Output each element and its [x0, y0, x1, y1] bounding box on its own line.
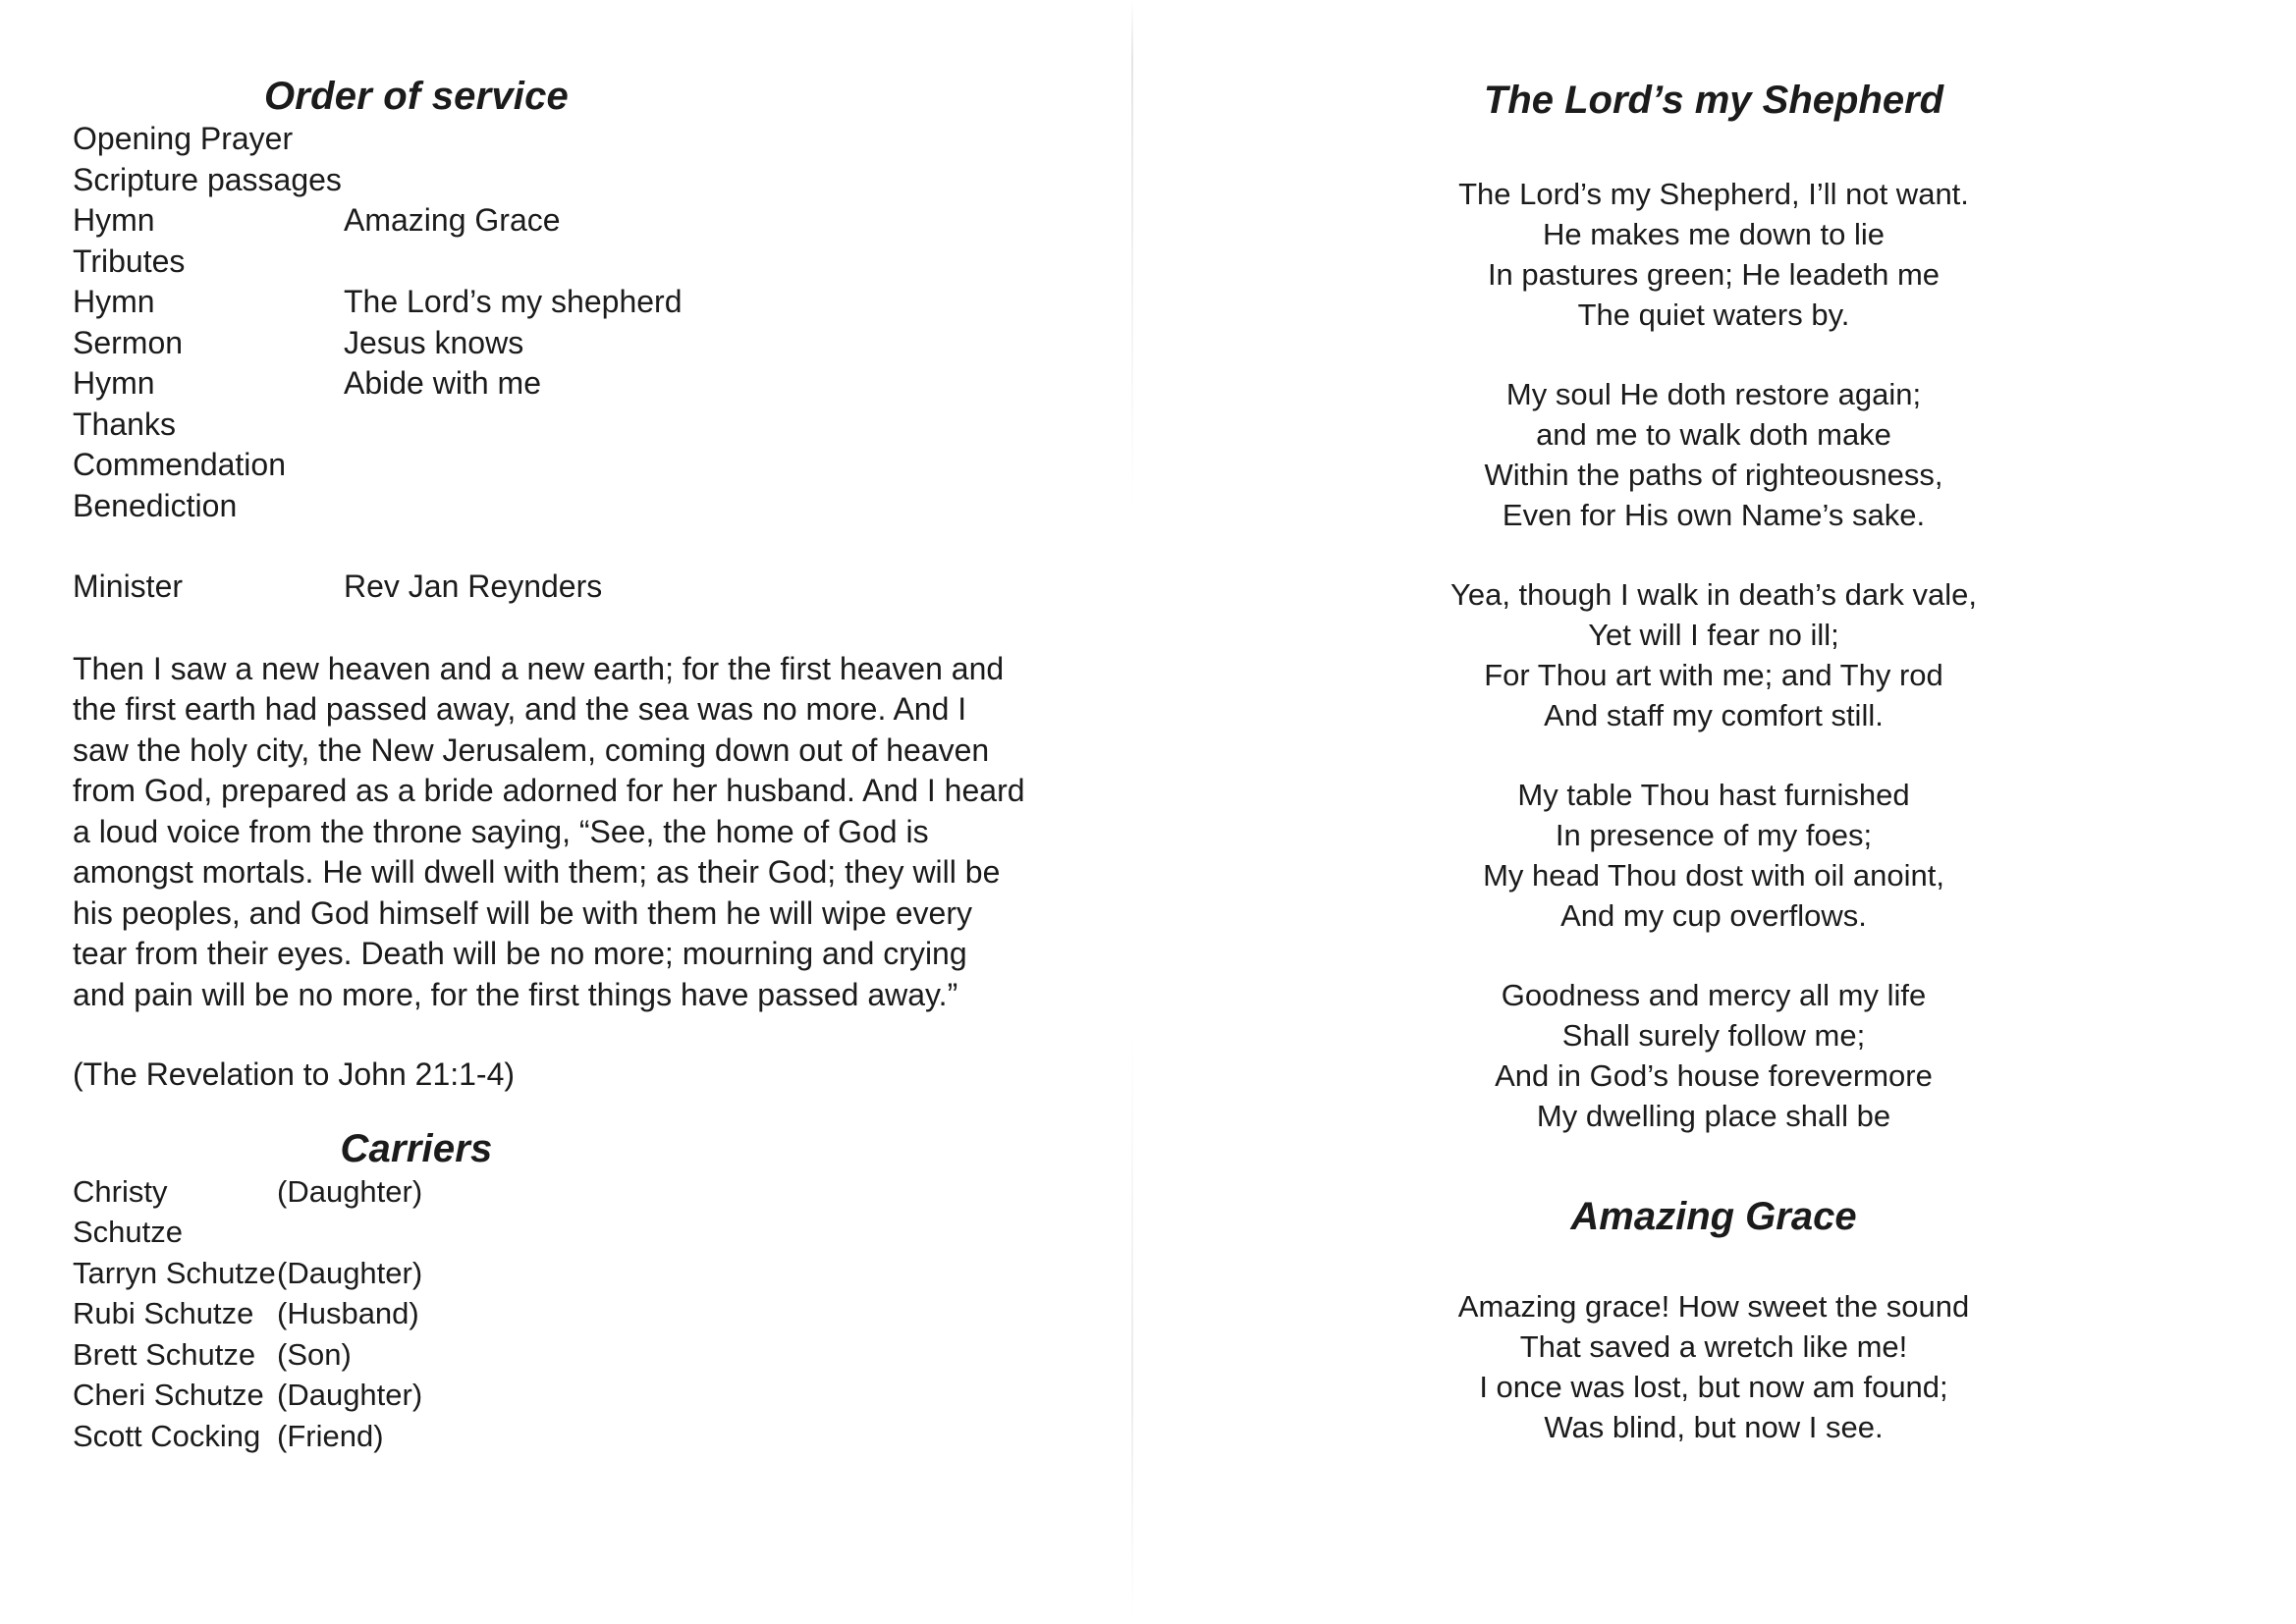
- order-item-label: Benediction: [73, 487, 238, 523]
- hymn-verse: [1131, 374, 2296, 535]
- order-item-value: [344, 160, 1055, 201]
- carrier-row: [73, 1334, 1055, 1376]
- carrier-name: Scott Cocking: [73, 1418, 261, 1453]
- hymn-line: He makes me down to lie: [1542, 217, 1886, 251]
- hymn-line: My soul He doth restore again;: [1505, 377, 1922, 411]
- hymn-verse: [1131, 975, 2296, 1136]
- minister-row: [73, 567, 1055, 608]
- spacer: [73, 526, 1055, 567]
- hymn-line: Even for His own Name’s sake.: [1502, 498, 1926, 532]
- order-item: [73, 160, 1055, 201]
- hymn-line: Yet will I fear no ill;: [1588, 618, 1839, 652]
- hymn-line: The Lord’s my Shepherd, I’ll not want.: [1458, 177, 1969, 211]
- hymn-line: That saved a wretch like me!: [1519, 1329, 1908, 1364]
- carrier-relation: (Daughter): [277, 1255, 423, 1290]
- order-of-service-heading: Order of service: [263, 75, 570, 118]
- carrier-row: [73, 1253, 1055, 1294]
- order-item-value: [344, 445, 1055, 486]
- order-item-label: Hymn: [73, 202, 155, 238]
- hymn-line: And my cup overflows.: [1560, 898, 1867, 933]
- hymn-line: My dwelling place shall be: [1536, 1099, 1891, 1133]
- order-item-label: Thanks: [73, 406, 176, 442]
- order-item-label: Tributes: [73, 243, 186, 279]
- carrier-name: Rubi Schutze: [73, 1296, 254, 1330]
- carrier-name: Christy Schutze: [73, 1173, 184, 1249]
- hymn-verse: [1131, 775, 2296, 936]
- order-item: [73, 119, 1055, 160]
- hymn-line: In pastures green; He leadeth me: [1487, 257, 1941, 292]
- carrier-row: [73, 1375, 1055, 1416]
- order-item-value: [344, 242, 1055, 283]
- hymn-line: For Thou art with me; and Thy rod: [1484, 658, 1943, 692]
- order-item-value: Amazing Grace: [344, 202, 561, 238]
- order-item: [73, 200, 1055, 242]
- scripture-reading-text: Then I saw a new heaven and a new earth; for the first heaven and the first earth had passed away, and the sea was no more. And I saw the holy city, the New Jerusalem, coming down out of heaven from God, prepared as a bride adorned for her husband. And I heard a loud voice from the throne saying, “See, the home of God is amongst mortals. He will dwell with them; as their God; they will be his peoples, and God himself will be with them he will wipe every tear from their eyes. Death will be no more; mourning and crying and pain will be no more, for the first things have passed away.”: [73, 650, 1025, 1012]
- carrier-name: Brett Schutze: [73, 1336, 256, 1372]
- hymn-line: Was blind, but now I see.: [1544, 1410, 1884, 1444]
- carrier-relation: (Daughter): [277, 1173, 423, 1209]
- hymn-line: And in God’s house forevermore: [1495, 1058, 1933, 1093]
- hymn-amazing-grace-heading: Amazing Grace: [1570, 1195, 1857, 1238]
- carrier-row: [73, 1293, 1055, 1334]
- order-item: [73, 405, 1055, 446]
- order-item-label: Sermon: [73, 324, 184, 360]
- order-item-label: Commendation: [73, 447, 286, 482]
- order-item-label: Hymn: [73, 365, 155, 401]
- order-item-value: The Lord’s my shepherd: [344, 284, 683, 319]
- minister-label: Minister: [73, 568, 184, 604]
- order-item: [73, 282, 1055, 323]
- order-item-value: Abide with me: [344, 365, 541, 401]
- minister-name: Rev Jan Reynders: [344, 568, 603, 604]
- hymn-line: and me to walk doth make: [1536, 417, 1891, 452]
- hymn-line: In presence of my foes;: [1555, 818, 1873, 852]
- order-item-value: Jesus knows: [344, 324, 524, 360]
- hymn-verse: [1131, 574, 2296, 735]
- carrier-name: Cheri Schutze: [73, 1378, 264, 1412]
- order-of-service-list: [73, 119, 1055, 526]
- carrier-relation: (Husband): [277, 1296, 419, 1330]
- order-item: [73, 323, 1055, 364]
- order-item-value: [344, 119, 1055, 160]
- carrier-row: [73, 1171, 1055, 1253]
- hymn-line: My table Thou hast furnished: [1517, 778, 1910, 812]
- right-page-panel: [1131, 0, 2296, 1624]
- order-item: [73, 486, 1055, 527]
- hymn-verse: [1131, 174, 2296, 335]
- scripture-reading-reference: (The Revelation to John 21:1-4): [73, 1056, 516, 1092]
- carriers-heading: Carriers: [340, 1126, 493, 1170]
- carrier-relation: (Son): [277, 1336, 352, 1372]
- hymn-line: Yea, though I walk in death’s dark vale,: [1450, 577, 1977, 612]
- carriers-list: [73, 1171, 1055, 1457]
- carrier-name: Tarryn Schutze: [73, 1255, 276, 1290]
- order-item: [73, 445, 1055, 486]
- carrier-relation: (Friend): [277, 1418, 384, 1453]
- carrier-row: [73, 1416, 1055, 1457]
- hymn-line: Amazing grace! How sweet the sound: [1457, 1289, 1970, 1324]
- hymn-line: Shall surely follow me;: [1561, 1018, 1866, 1053]
- order-item-value: [344, 486, 1055, 527]
- hymn-line: Within the paths of righteousness,: [1484, 458, 1943, 492]
- hymn-line: I once was lost, but now am found;: [1479, 1370, 1948, 1404]
- left-page-panel: [0, 0, 1129, 1624]
- hymn-line: My head Thou dost with oil anoint,: [1483, 858, 1944, 893]
- order-item-label: Scripture passages: [73, 161, 342, 197]
- hymn-lords-my-shepherd-heading: The Lord’s my Shepherd: [1483, 79, 1944, 122]
- order-item: [73, 363, 1055, 405]
- order-item-label: Hymn: [73, 284, 155, 319]
- hymn-line: The quiet waters by.: [1577, 298, 1850, 332]
- order-item-value: [344, 405, 1055, 446]
- order-item: [73, 242, 1055, 283]
- hymn-line: And staff my comfort still.: [1544, 698, 1884, 732]
- hymn-verse: [1131, 1286, 2296, 1447]
- carrier-relation: (Daughter): [277, 1378, 423, 1412]
- hymn-line: Goodness and mercy all my life: [1501, 978, 1927, 1012]
- order-item-label: Opening Prayer: [73, 121, 294, 156]
